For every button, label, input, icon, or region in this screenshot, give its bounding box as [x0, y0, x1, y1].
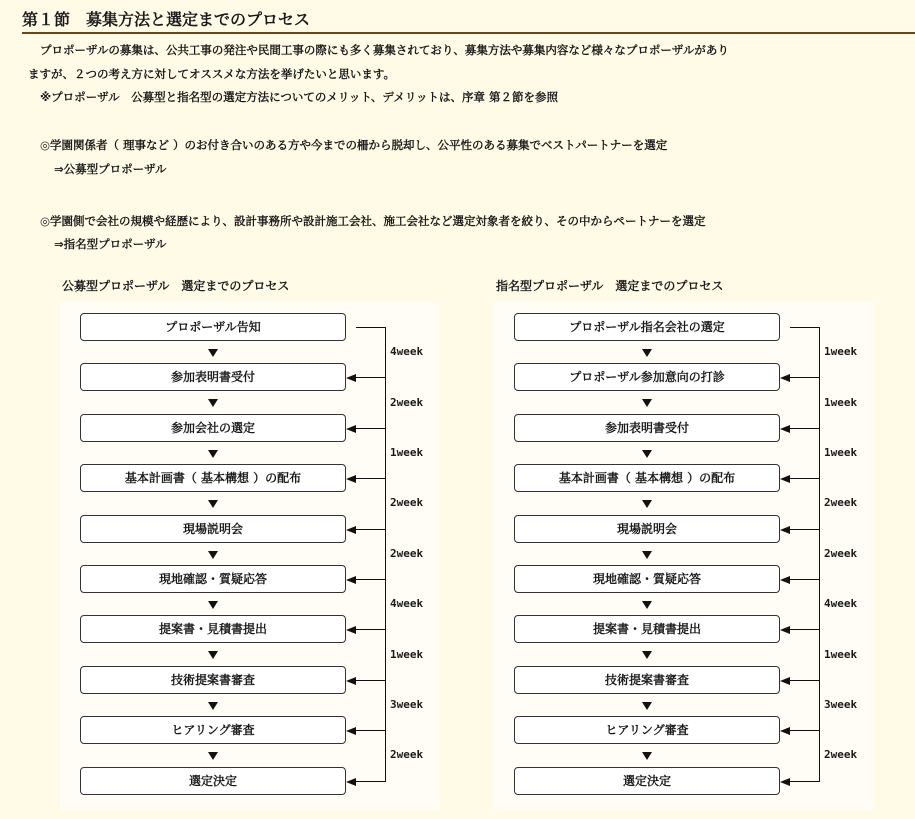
nominated-step: プロポーザル指名会社の選定: [514, 313, 780, 341]
nominated-duration-bracket: [790, 629, 820, 680]
public-down-arrow-icon: [208, 450, 218, 458]
public-down-arrow-icon: [208, 601, 218, 609]
nominated-down-arrow-icon: [642, 450, 652, 458]
nominated-duration-label: 4week: [824, 597, 858, 611]
nominated-step: ヒアリング審査: [514, 716, 780, 744]
arrow-left-icon: [780, 727, 790, 735]
nominated-duration-label: 2week: [824, 496, 858, 510]
public-duration-bracket: [356, 680, 386, 731]
public-duration-label: 4week: [390, 597, 424, 611]
intro-line-1: プロポーザルの募集は、公共工事の発注や民間工事の際にも多く募集されており、募集方法や募集内容など様々なプロポーザルがあり: [40, 43, 729, 57]
public-duration-label: 2week: [390, 395, 424, 409]
arrow-left-icon: [780, 526, 790, 534]
nominated-step: 基本計画書（ 基本構想 ）の配布: [514, 464, 780, 492]
arrow-left-icon: [780, 778, 790, 786]
public-duration-label: 4week: [390, 345, 424, 359]
nominated-down-arrow-icon: [642, 752, 652, 760]
arrow-left-icon: [780, 374, 790, 382]
nominated-step: プロポーザル参加意向の打診: [514, 363, 780, 391]
public-duration-bracket: [356, 529, 386, 580]
nominated-duration-bracket: [790, 529, 820, 580]
public-down-arrow-icon: [208, 651, 218, 659]
arrow-left-icon: [780, 475, 790, 483]
flow-nominated-panel: [494, 302, 874, 810]
public-step: 基本計画書（ 基本構想 ）の配布: [80, 464, 346, 492]
intro-line-2: ますが、２つの考え方に対してオススメな方法を挙げたいと思います。: [28, 67, 395, 81]
arrow-left-icon: [346, 425, 356, 433]
nominated-duration-bracket: [790, 579, 820, 630]
nominated-step: 選定決定: [514, 767, 780, 795]
nominated-down-arrow-icon: [642, 500, 652, 508]
nominated-duration-label: 1week: [824, 395, 858, 409]
nominated-duration-bracket: [790, 327, 820, 378]
option-public-text: ◎学園関係者（ 理事など ）のお付き合いのある方や今までの柵から脱却し、公平性のある募集でベストパートナーを選定: [40, 138, 668, 152]
option-public-result: ⇒公募型プロポーザル: [54, 162, 167, 176]
public-down-arrow-icon: [208, 500, 218, 508]
nominated-duration-label: 1week: [824, 446, 858, 459]
public-duration-label: 1week: [390, 647, 424, 661]
nominated-down-arrow-icon: [642, 349, 652, 357]
section-heading: [22, 8, 915, 34]
public-down-arrow-icon: [208, 551, 218, 559]
public-duration-label: 3week: [390, 698, 424, 711]
public-step: 参加会社の選定: [80, 414, 346, 442]
public-duration-bracket: [356, 428, 386, 479]
public-duration-label: 2week: [390, 496, 424, 510]
nominated-duration-label: 1week: [824, 345, 858, 359]
nominated-duration-bracket: [790, 377, 820, 428]
public-step: 技術提案書審査: [80, 666, 346, 694]
nominated-step: 現地確認・質疑応答: [514, 565, 780, 593]
arrow-left-icon: [780, 576, 790, 584]
public-step: 参加表明書受付: [80, 363, 346, 391]
nominated-duration-bracket: [790, 680, 820, 731]
arrow-left-icon: [346, 778, 356, 786]
nominated-duration-bracket: [790, 730, 820, 781]
public-step: プロポーザル告知: [80, 313, 346, 341]
nominated-down-arrow-icon: [642, 601, 652, 609]
nominated-duration-bracket: [790, 428, 820, 479]
nominated-down-arrow-icon: [642, 651, 652, 659]
arrow-left-icon: [346, 374, 356, 382]
section-number: 第１節: [22, 10, 71, 29]
public-duration-bracket: [356, 579, 386, 630]
nominated-duration-label: 1week: [824, 647, 858, 661]
public-duration-label: 2week: [390, 546, 424, 560]
public-step: ヒアリング審査: [80, 716, 346, 744]
public-duration-bracket: [356, 478, 386, 529]
public-duration-bracket: [356, 629, 386, 680]
arrow-left-icon: [346, 727, 356, 735]
public-step: 現場説明会: [80, 515, 346, 543]
nominated-step: 参加表明書受付: [514, 414, 780, 442]
nominated-step: 技術提案書審査: [514, 666, 780, 694]
public-step: 提案書・見積書提出: [80, 615, 346, 643]
section-title: 募集方法と選定までのプロセス: [86, 10, 311, 29]
flow-public-panel: [60, 302, 440, 810]
public-duration-bracket: [356, 327, 386, 378]
flow-public-title: 公募型プロポーザル 選定までのプロセス: [62, 279, 290, 293]
nominated-step: 提案書・見積書提出: [514, 615, 780, 643]
nominated-down-arrow-icon: [642, 702, 652, 710]
arrow-left-icon: [346, 526, 356, 534]
public-step: 選定決定: [80, 767, 346, 795]
arrow-left-icon: [780, 677, 790, 685]
option-nominated-text: ◎学園側で会社の規模や経歴により、設計事務所や設計施工会社、施工会社など選定対象者を絞り、その中からペートナーを選定: [40, 214, 706, 228]
arrow-left-icon: [346, 576, 356, 584]
nominated-duration-label: 2week: [824, 748, 858, 762]
public-down-arrow-icon: [208, 702, 218, 710]
nominated-down-arrow-icon: [642, 399, 652, 407]
public-duration-bracket: [356, 377, 386, 428]
nominated-duration-label: 3week: [824, 698, 858, 711]
public-duration-bracket: [356, 730, 386, 781]
arrow-left-icon: [780, 626, 790, 634]
flow-nominated-title: 指名型プロポーザル 選定までのプロセス: [496, 279, 724, 293]
public-down-arrow-icon: [208, 399, 218, 407]
public-duration-label: 1week: [390, 446, 424, 459]
nominated-duration-bracket: [790, 478, 820, 529]
nominated-duration-label: 2week: [824, 546, 858, 560]
arrow-left-icon: [346, 475, 356, 483]
option-nominated-result: ⇒指名型プロポーザル: [54, 237, 167, 251]
public-duration-label: 2week: [390, 748, 424, 762]
arrow-left-icon: [780, 425, 790, 433]
public-down-arrow-icon: [208, 752, 218, 760]
arrow-left-icon: [346, 626, 356, 634]
public-down-arrow-icon: [208, 349, 218, 357]
public-step: 現地確認・質疑応答: [80, 565, 346, 593]
intro-note: ※プロポーザル 公募型と指名型の選定方法についてのメリット、デメリットは、序章 第２節を参照: [40, 90, 558, 104]
nominated-step: 現場説明会: [514, 515, 780, 543]
nominated-down-arrow-icon: [642, 551, 652, 559]
arrow-left-icon: [346, 677, 356, 685]
